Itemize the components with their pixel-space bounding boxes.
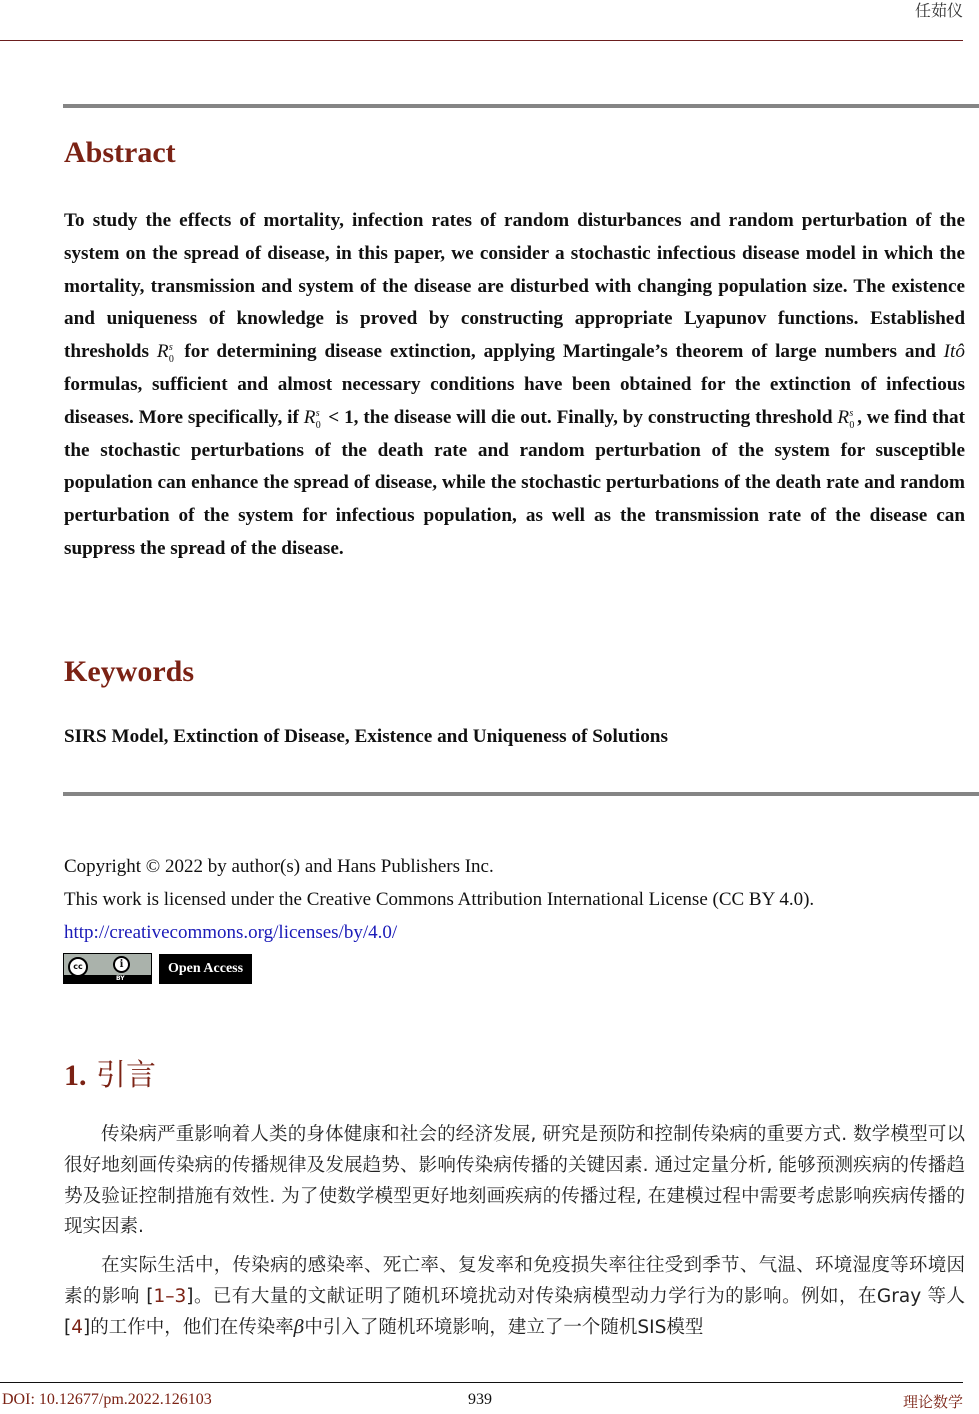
abstract-text — [64, 205, 965, 566]
copyright-block — [64, 850, 814, 949]
license-badges — [63, 953, 252, 984]
header-rule — [0, 40, 963, 41]
section-number: 1. — [64, 1059, 87, 1092]
intro-paragraph-2 — [64, 1251, 965, 1343]
threshold-symbol: R s 0 — [837, 406, 855, 431]
journal-name: 理论数学 — [902, 1393, 963, 1411]
abstract-top-rule — [63, 104, 979, 108]
text-span: ]。已有大量的文献证明了随机环境扰动对传染病模型动力学行为的影响。例如，在Gray 等人 [ — [64, 1285, 965, 1338]
cc-icon: cc — [68, 957, 88, 977]
citation-link[interactable]: 4 — [71, 1316, 83, 1338]
threshold-symbol: R s 0 — [303, 406, 321, 431]
running-head-author: 任茹仪 — [914, 1, 963, 20]
threshold-symbol: R s 0 — [156, 341, 174, 366]
section-title: 引言 — [96, 1058, 157, 1093]
ito-term: Itô — [943, 341, 965, 363]
text-span: 在实际生活中，传染病的感染率、死亡率、复发率和免疫损失率往往受到季节、气温、环境湿度等环境因素的影响 [ — [64, 1255, 965, 1307]
text-span: ]的工作中，他们在传染率 — [83, 1316, 294, 1338]
abstract-heading: Abstract — [64, 136, 176, 169]
cc-by-badge[interactable] — [63, 953, 152, 984]
footer-rule — [0, 1382, 963, 1383]
abstract-text-part1: To study the effects of mortality, infection rates of random disturbances and random perturbation of the system on the spread of disease, in this paper, we consider a stochastic infectious disease model in which the mortality, transmission and system of the disease are disturbed with changing population size. The existence and uniqueness of knowledge is proved by constructing appropriate Lyapunov functions. Established thresholds — [64, 210, 965, 363]
attribution-person-icon: i — [113, 956, 130, 973]
keywords-text: SIRS Model, Extinction of Disease, Existence and Uniqueness of Solutions — [64, 726, 668, 747]
beta-symbol: β — [293, 1316, 305, 1338]
intro-paragraph-1: 传染病严重影响着人类的身体健康和社会的经济发展, 研究是预防和控制传染病的重要方式. 数学模型可以很好地刻画传染病的传播规律及发展趋势、影响传染病传播的关键因素. 通过定量分析, 能够预测疾病的传播趋势及验证控制措施有效性. 为了使数学模型更好地刻画疾病的传播过程, 在建模过程中需要考虑影响疾病传播的现实因素. — [64, 1124, 965, 1238]
page-number: 939 — [468, 1391, 492, 1408]
abstract-text-part2: for determining disease extinction, applying Martingale’s theorem of large numbers and — [176, 341, 944, 363]
doi-link[interactable]: DOI: 10.12677/pm.2022.126103 — [2, 1391, 212, 1408]
keywords-heading: Keywords — [64, 655, 194, 688]
section-heading-introduction — [64, 1050, 156, 1094]
by-label: BY — [116, 975, 125, 982]
abstract-text-part5: , we find that the stochastic perturbations of the death rate and random perturbation of the system for susceptible population can enhance the spread of disease, while the stochastic perturbations of the death rate and random perturbation of the system for infectious population, as well as the transmission rate of the disease can suppress the spread of the disease. — [64, 406, 965, 559]
badge-band — [64, 975, 151, 983]
license-link[interactable]: http://creativecommons.org/licenses/by/4.0/ — [64, 922, 398, 943]
citation-link[interactable]: 1–3 — [153, 1285, 187, 1307]
introduction-body — [64, 1120, 965, 1352]
license-line: This work is licensed under the Creative Commons Attribution International License (CC BY 4.0). — [64, 889, 815, 910]
abstract-bottom-rule — [63, 792, 979, 796]
copyright-line: Copyright © 2022 by author(s) and Hans Publishers Inc. — [64, 856, 494, 877]
open-access-badge[interactable]: Open Access — [159, 954, 252, 984]
abstract-text-part4: < 1, the disease will die out. Finally, by constructing threshold — [323, 406, 838, 428]
text-span: 中引入了随机环境影响，建立了一个随机SIS模型 — [304, 1316, 704, 1338]
abstract-text-part3: formulas, sufficient and almost necessary conditions have been obtained for the extinction of infectious diseases. More specifically, if — [64, 373, 965, 428]
